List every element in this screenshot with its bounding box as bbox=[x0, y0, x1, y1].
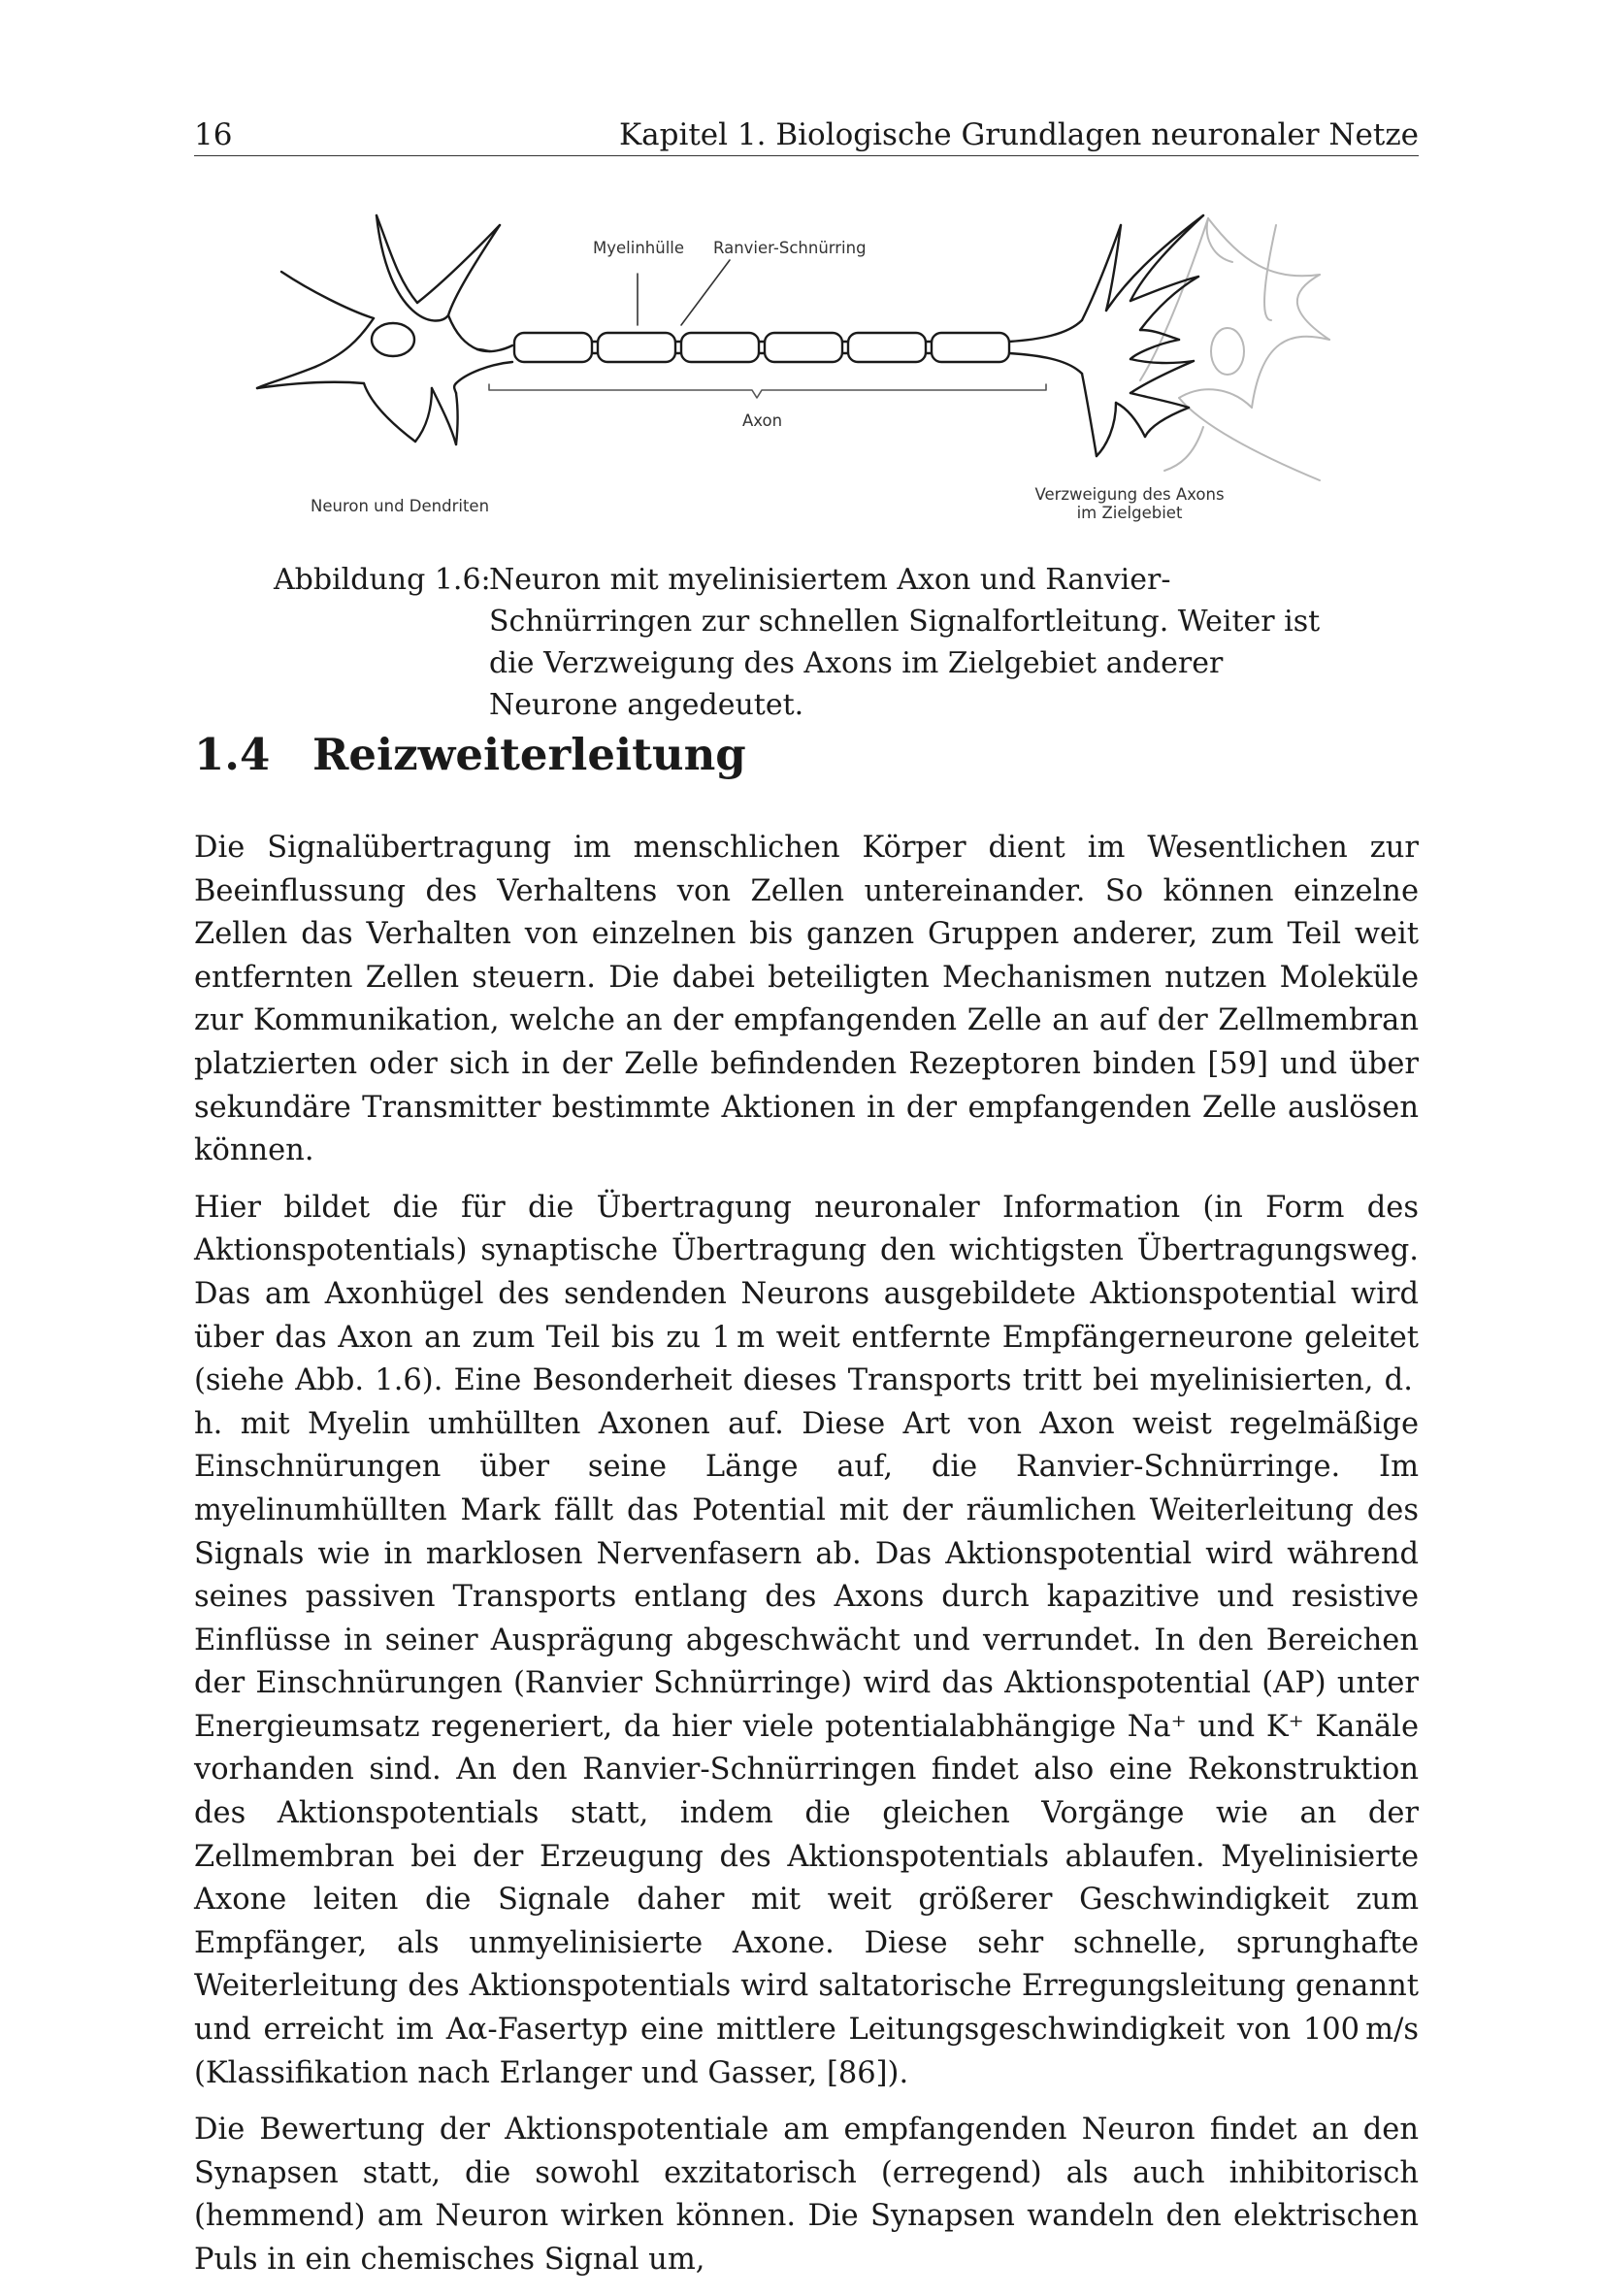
source-neuron bbox=[257, 215, 512, 444]
caption-text: Neuron mit myelinisiertem Axon und Ranvier-Schnürringen zur schnellen Signalfortleitung. Weiter ist die Verzweigung des Axons im Zielgebiet anderer Neurone angedeutet. bbox=[489, 563, 1321, 722]
page-number: 16 bbox=[194, 117, 233, 152]
figure-caption bbox=[274, 559, 1351, 726]
target-neuron bbox=[1140, 218, 1329, 480]
label-leaders bbox=[638, 260, 730, 325]
section-heading bbox=[194, 726, 746, 784]
label-axon-branching-line2: im Zielgebiet bbox=[1076, 504, 1183, 522]
axon-terminal-branches bbox=[1082, 215, 1203, 456]
figure-neuron-diagram bbox=[0, 0, 1605, 543]
paragraph: Die Bewertung der Aktionspotentiale am empfangenden Neuron findet an den Synapsen statt, die sowohl exzitatorisch (erregend) als auch inhibitorisch (hemmend) am Neuron wirken können. Die Synapsen wandeln den elektrischen Puls in ein chemisches Signal um, bbox=[194, 2113, 1419, 2277]
axon-myelin-segments bbox=[514, 320, 1082, 374]
paragraph: Hier bildet die für die Übertragung neuronaler Information (in Form des Aktionspotentials) synaptische Übertragung den wichtigsten Übertragungsweg. Das am Axonhügel des sendenden Neurons ausgebildete Aktionspotential wird über das Axon an zum Teil bis zu 1 m weit entfernte Empfängerneurone geleitet (siehe Abb. 1.6). Eine Besonderheit dieses Transports tritt bei myelinisierten, d. h. mit Myelin umhüllten Axonen auf. Diese Art von Axon weist regelmäßige Einschnürungen über seine Länge auf, die Ranvier-Schnürringe. Im myelinumhüllten Mark fällt das Potential mit der räumlichen Weiterleitung des Signals wie in marklosen Nervenfasern ab. Das Aktionspotential wird während seines passiven Transports entlang des Axons durch kapazitive und resistive Einflüsse in seiner Ausprägung abgeschwächt und verrundet. In den Bereichen der Einschnürungen (Ranvier Schnürringe) wird das Aktionspotential (AP) unter Energieumsatz regeneriert, da hier viele potentialabhängige Na⁺ und K⁺ Kanäle vorhanden sind. An den Ranvier-Schnürringen findet also eine Rekonstruktion des Aktionspotentials statt, indem die gleichen Vorgänge wie an der Zellmembran bei der Erzeugung des Aktionspotentials ablaufen. Myelinisierte Axone leiten die Signale daher mit weit größerer Geschwindigkeit zum Empfänger, als unmyelinisierte Axone. Diese sehr schnelle, sprunghafte Weiterleitung des Aktionspotentials wird saltatorische Erregungsleitung genannt und erreicht im Aα-Fasertyp eine mittlere Leitungsgeschwindigkeit von 100 m/s (Klassifikation nach Erlanger und Gasser, [86]). bbox=[194, 1190, 1419, 2090]
section-number: 1.4 bbox=[194, 729, 271, 780]
label-axon: Axon bbox=[742, 411, 783, 430]
neuron-illustration bbox=[0, 0, 1605, 543]
label-neuron-dendrites: Neuron und Dendriten bbox=[311, 497, 490, 515]
paragraph: Die Signalübertragung im menschlichen Körper dient im Wesentlichen zur Beeinflussung des Verhaltens von Zellen untereinander. So können einzelne Zellen das Verhalten von einzelnen bis ganzen Gruppen anderer, zum Teil weit entfernten Zellen steuern. Die dabei beteiligten Mechanismen nutzen Moleküle zur Kommunikation, welche an der empfangenden Zelle an auf der Zellmembran platzierten oder sich in der Zelle befindenden Rezeptoren binden [59] und über sekundäre Transmitter bestimmte Aktionen in der empfangenden Zelle auslösen können. bbox=[194, 831, 1419, 1168]
body-text bbox=[194, 827, 1419, 2296]
section-title: Reizweiterleitung bbox=[312, 729, 746, 780]
label-axon-branching-line1: Verzweigung des Axons bbox=[1034, 485, 1225, 504]
axon-brace bbox=[489, 384, 1046, 398]
label-myelin-sheath: Myelinhülle bbox=[593, 239, 685, 257]
label-axon-branching bbox=[1013, 485, 1246, 522]
running-chapter-title: Kapitel 1. Biologische Grundlagen neuronaler Netze bbox=[618, 117, 1419, 152]
caption-label: Abbildung 1.6: bbox=[274, 563, 491, 597]
label-ranvier-node: Ranvier-Schnürring bbox=[713, 239, 867, 257]
